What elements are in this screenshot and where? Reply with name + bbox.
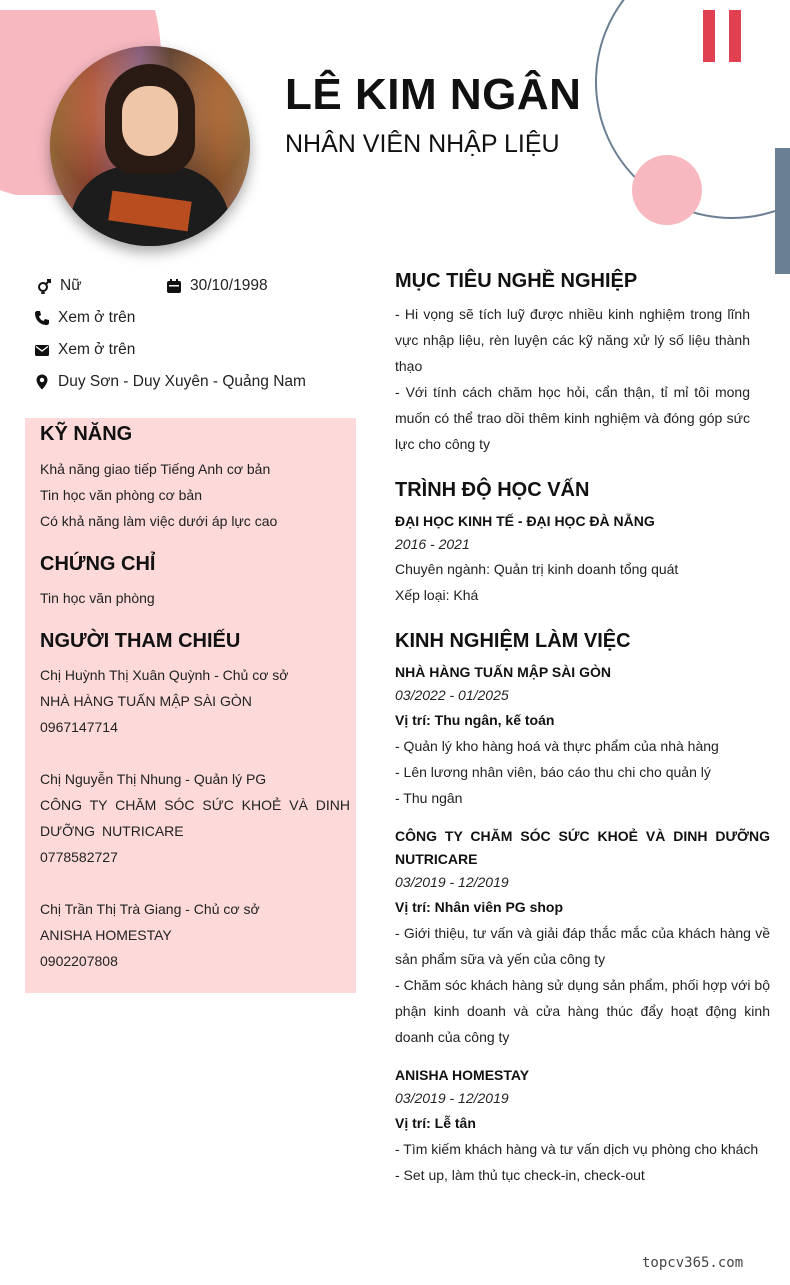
reference-person: Chị Nguyễn Thị Nhung - Quản lý PG [40, 771, 267, 787]
job-position: Vị trí: Lễ tân [395, 1115, 476, 1131]
job-period: 03/2019 - 12/2019 [395, 874, 509, 890]
job-org: CÔNG TY CHĂM SÓC SỨC KHOẺ VÀ DINH DƯỠNG NUTRICARE [395, 828, 770, 867]
job-org: NHÀ HÀNG TUẤN MẬP SÀI GÒN [395, 664, 611, 680]
phone-value: Xem ở trên [58, 309, 136, 326]
objective-title: MỤC TIÊU NGHỀ NGHIỆP [395, 270, 638, 292]
skill-item: Tin học văn phòng cơ bản [40, 487, 202, 503]
job-task: - Thu ngân [395, 790, 463, 806]
certificate-item: Tin học văn phòng [40, 590, 155, 606]
decor-red-bar [703, 10, 715, 62]
calendar-icon [166, 278, 182, 294]
reference-org: CÔNG TY CHĂM SÓC SỨC KHOẺ VÀ DINH DƯỠNG NUTRICARE [40, 797, 350, 839]
job-org: ANISHA HOMESTAY [395, 1067, 530, 1083]
right-column [395, 270, 770, 1188]
skill-item: Khả năng giao tiếp Tiếng Anh cơ bản [40, 461, 271, 477]
birthday-row [166, 277, 268, 295]
job-task: - Tìm kiếm khách hàng và tư vấn dịch vụ phòng cho khách [395, 1141, 759, 1157]
education-school: ĐẠI HỌC KINH TẾ - ĐẠI HỌC ĐÀ NẴNG [395, 513, 655, 529]
avatar [50, 46, 250, 246]
gender-value: Nữ [60, 277, 82, 294]
skill-item: Có khả năng làm việc dưới áp lực cao [40, 513, 278, 529]
phone-icon [34, 310, 50, 326]
reference-item [40, 766, 350, 870]
reference-item [40, 662, 350, 740]
job-task: - Set up, làm thủ tục check-in, check-out [395, 1167, 645, 1183]
decor-side-bar [775, 148, 790, 274]
reference-org: ANISHA HOMESTAY [40, 927, 172, 943]
objective-paragraph: - Hi vọng sẽ tích luỹ được nhiều kinh nghiệm trong lĩnh vực nhập liệu, rèn luyện các kỹ năng xử lý số liệu thành thạo [395, 306, 750, 374]
location-icon [34, 374, 50, 390]
email-icon [34, 342, 50, 358]
job-position: Vị trí: Nhân viên PG shop [395, 899, 564, 915]
address-row [34, 373, 306, 391]
education-period: 2016 - 2021 [395, 536, 470, 552]
gender-row [36, 277, 82, 295]
job-entry [395, 825, 770, 1050]
job-position: Vị trí: Thu ngân, kế toán [395, 712, 555, 728]
skills-title: KỸ NĂNG [40, 423, 133, 445]
job-entry [395, 661, 770, 811]
job-task: - Quản lý kho hàng hoá và thực phẩm của nhà hàng [395, 738, 719, 754]
objective-paragraph: - Với tính cách chăm học hỏi, cẩn thận, tỉ mỉ tôi mong muốn có thể trao dồi thêm kinh nghiệm và đóng góp sức lực cho công ty [395, 384, 750, 452]
reference-item [40, 896, 350, 974]
references-title: NGƯỜI THAM CHIẾU [40, 630, 241, 652]
phone-row [34, 309, 135, 327]
reference-phone: 0967147714 [40, 719, 118, 735]
education-grade: Xếp loại: Khá [395, 587, 479, 603]
email-value: Xem ở trên [58, 341, 136, 358]
left-panel [25, 418, 356, 993]
job-task: - Chăm sóc khách hàng sử dụng sản phẩm, phối hợp với bộ phận kinh doanh và cửa hàng thúc đẩy hoạt động kinh doanh của công ty [395, 977, 770, 1045]
reference-person: Chị Huỳnh Thị Xuân Quỳnh - Chủ cơ sở [40, 667, 289, 683]
education-major: Chuyên ngành: Quản trị kinh doanh tổng quát [395, 561, 679, 577]
job-entry [395, 1064, 770, 1188]
birthday-value: 30/10/1998 [190, 277, 268, 294]
decor-pink-dot [632, 155, 702, 225]
certificates-title: CHỨNG CHỈ [40, 553, 156, 575]
candidate-name: LÊ KIM NGÂN [285, 70, 582, 119]
watermark: topcv365.com [642, 1255, 744, 1271]
experience-title: KINH NGHIỆM LÀM VIỆC [395, 630, 631, 652]
reference-phone: 0778582727 [40, 849, 118, 865]
job-title: NHÂN VIÊN NHẬP LIỆU [285, 130, 560, 158]
address-value: Duy Sơn - Duy Xuyên - Quảng Nam [58, 373, 306, 390]
decor-red-bar [729, 10, 741, 62]
reference-org: NHÀ HÀNG TUẤN MẬP SÀI GÒN [40, 693, 252, 709]
email-row [34, 341, 135, 359]
job-task: - Lên lương nhân viên, báo cáo thu chi cho quản lý [395, 764, 711, 780]
job-period: 03/2022 - 01/2025 [395, 687, 509, 703]
education-title: TRÌNH ĐỘ HỌC VẤN [395, 479, 590, 501]
reference-person: Chị Trần Thị Trà Giang - Chủ cơ sở [40, 901, 260, 917]
job-task: - Giới thiệu, tư vấn và giải đáp thắc mắc của khách hàng về sản phẩm sữa và yến của công ty [395, 925, 770, 967]
job-period: 03/2019 - 12/2019 [395, 1090, 509, 1106]
gender-icon [36, 278, 52, 294]
reference-phone: 0902207808 [40, 953, 118, 969]
